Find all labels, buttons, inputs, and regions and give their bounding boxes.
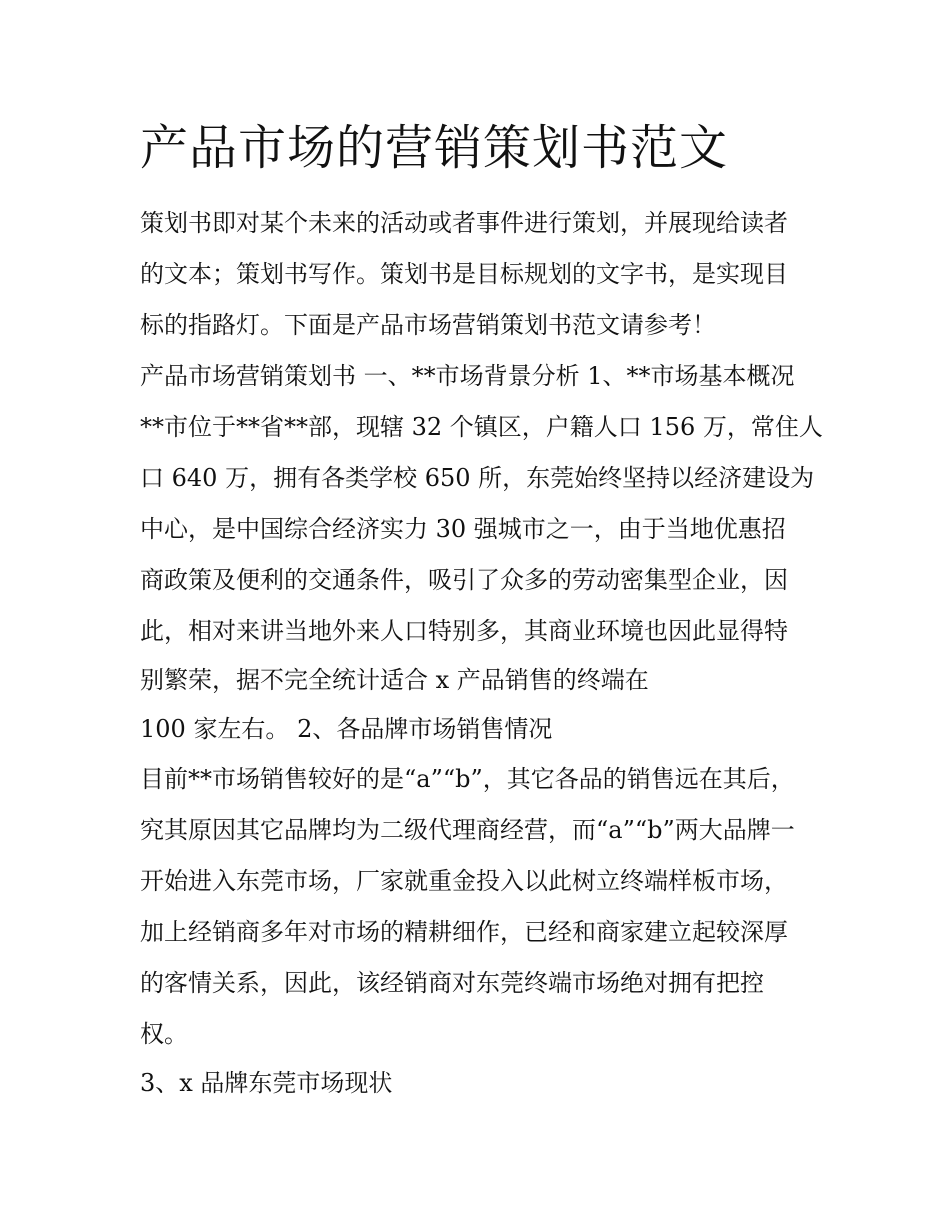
paragraph-line: 100 家左右。 2、各品牌市场销售情况 [140, 715, 553, 743]
paragraph-line: 口 640 万，拥有各类学校 650 所，东莞始终坚持以经济建设为 [140, 464, 815, 492]
paragraph-line: 究其原因其它品牌均为二级代理商经营，而“a”“b”两大品牌一 [140, 816, 795, 844]
paragraph-line: 商政策及便利的交通条件，吸引了众多的劳动密集型企业，因 [140, 566, 788, 594]
paragraph-line: 加上经销商多年对市场的精耕细作，已经和商家建立起较深厚 [140, 918, 788, 946]
paragraph-line: **市位于**省**部，现辖 32 个镇区，户籍人口 156 万，常住人 [140, 413, 823, 441]
paragraph-line: 开始进入东莞市场，厂家就重金投入以此树立终端样板市场， [140, 867, 788, 895]
paragraph-line: 此，相对来讲当地外来人口特别多，其商业环境也因此显得特 [140, 617, 788, 645]
paragraph-line: 目前**市场销售较好的是“a”“b”，其它各品的销售远在其后， [140, 765, 795, 793]
paragraph-line: 产品市场营销策划书 一、**市场背景分析 1、**市场基本概况 [140, 362, 795, 390]
paragraph-line: 中心，是中国综合经济实力 30 强城市之一，由于当地优惠招 [140, 515, 786, 543]
document-title: 产品市场的营销策划书范文 [140, 120, 729, 176]
paragraph-line: 权。 [140, 1020, 188, 1048]
section-heading: 3、x 品牌东莞市场现状 [140, 1069, 393, 1097]
paragraph-line: 标的指路灯。下面是产品市场营销策划书范文请参考！ [140, 311, 716, 339]
paragraph-line: 别繁荣，据不完全统计适合 x 产品销售的终端在 [140, 666, 649, 694]
paragraph-line: 策划书即对某个未来的活动或者事件进行策划，并展现给读者 [140, 209, 788, 237]
paragraph-line: 的文本；策划书写作。策划书是目标规划的文字书，是实现目 [140, 260, 788, 288]
paragraph-line: 的客情关系，因此，该经销商对东莞终端市场绝对拥有把控 [140, 969, 764, 997]
